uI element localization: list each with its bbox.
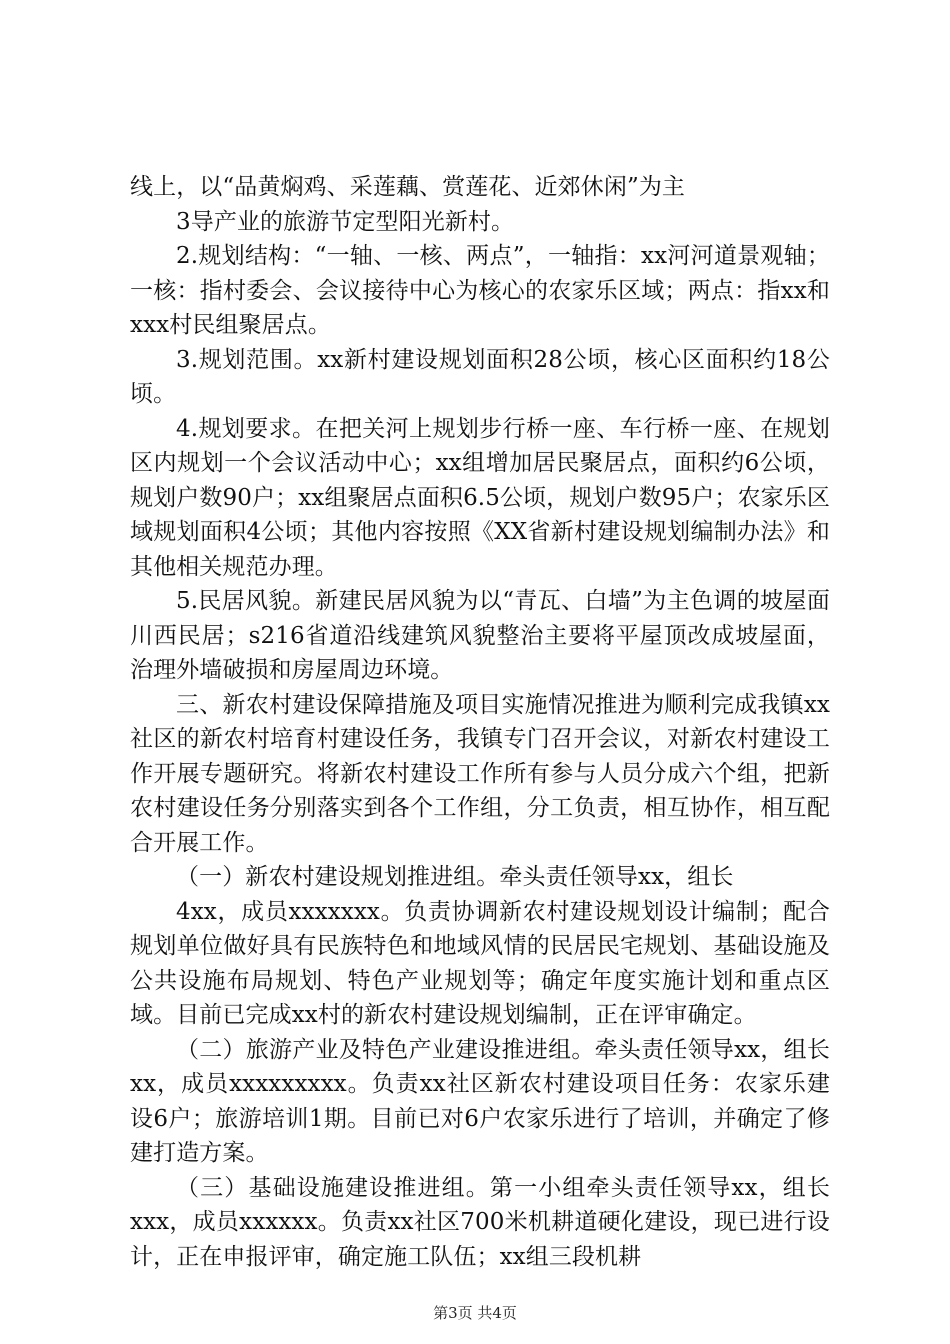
paragraph-4: 3.规划范围。xx新村建设规划面积28公顷，核心区面积约18公顷。 (130, 346, 830, 407)
paragraph-10: （二）旅游产业及特色产业建设推进组。牵头责任领导xx，组长xx，成员xxxxxxxxx。负责xx社区新农村建设项目任务：农家乐建设6户；旅游培训1期。目前已对6户农家乐进行了培训，并确定了修建打造方案。 (130, 1036, 830, 1166)
paragraph-5: 4.规划要求。在把关河上规划步行桥一座、车行桥一座、在规划区内规划一个会议活动中心；xx组增加居民聚居点，面积约6公顷，规划户数90户；xx组聚居点面积6.5公顷，规划户数95户；农家乐区域规划面积4公顷；其他内容按照《XX省新村建设规划编制办法》和其他相关规范办理。 (130, 415, 830, 580)
paragraph-6: 5.民居风貌。新建民居风貌为以“青瓦、白墙”为主色调的坡屋面川西民居；s216省道沿线建筑风貌整治主要将平屋顶改成坡屋面，治理外墙破损和房屋周边环境。 (130, 588, 830, 683)
paragraph-3: 2.规划结构：“一轴、一核、两点”，一轴指：xx河河道景观轴；一核：指村委会、会议接待中心为核心的农家乐区域；两点：指xx和xxx村民组聚居点。 (130, 243, 830, 338)
paragraph-9: 4xx，成员xxxxxxx。负责协调新农村建设规划设计编制；配合规划单位做好具有民族特色和地域风情的民居民宅规划、基础设施及公共设施布局规划、特色产业规划等；确定年度实施计划和重点区域。目前已完成xx村的新农村建设规划编制，正在评审确定。 (130, 898, 830, 1028)
paragraph-2: 3导产业的旅游节定型阳光新村。 (176, 208, 515, 235)
page-footer: 第3页 共4页 (433, 1304, 517, 1322)
paragraph-11: （三）基础设施建设推进组。第一小组牵头责任领导xx，组长xxx，成员xxxxxx。负责xx社区700米机耕道硬化建设，现已进行设计，正在申报评审，确定施工队伍；xx组三段机耕 (130, 1174, 830, 1270)
paragraph-7: 三、新农村建设保障措施及项目实施情况推进为顺利完成我镇xx社区的新农村培育村建设任务，我镇专门召开会议，对新农村建设工作开展专题研究。将新农村建设工作所有参与人员分成六个组，把新农村建设任务分别落实到各个工作组，分工负责，相互协作，相互配合开展工作。 (130, 691, 830, 856)
paragraph-1: 线上，以“品黄焖鸡、采莲藕、赏莲花、近郊休闲”为主 (130, 174, 686, 200)
document-body (130, 170, 830, 1274)
paragraph-8: （一）新农村建设规划推进组。牵头责任领导xx，组长 (176, 864, 734, 890)
